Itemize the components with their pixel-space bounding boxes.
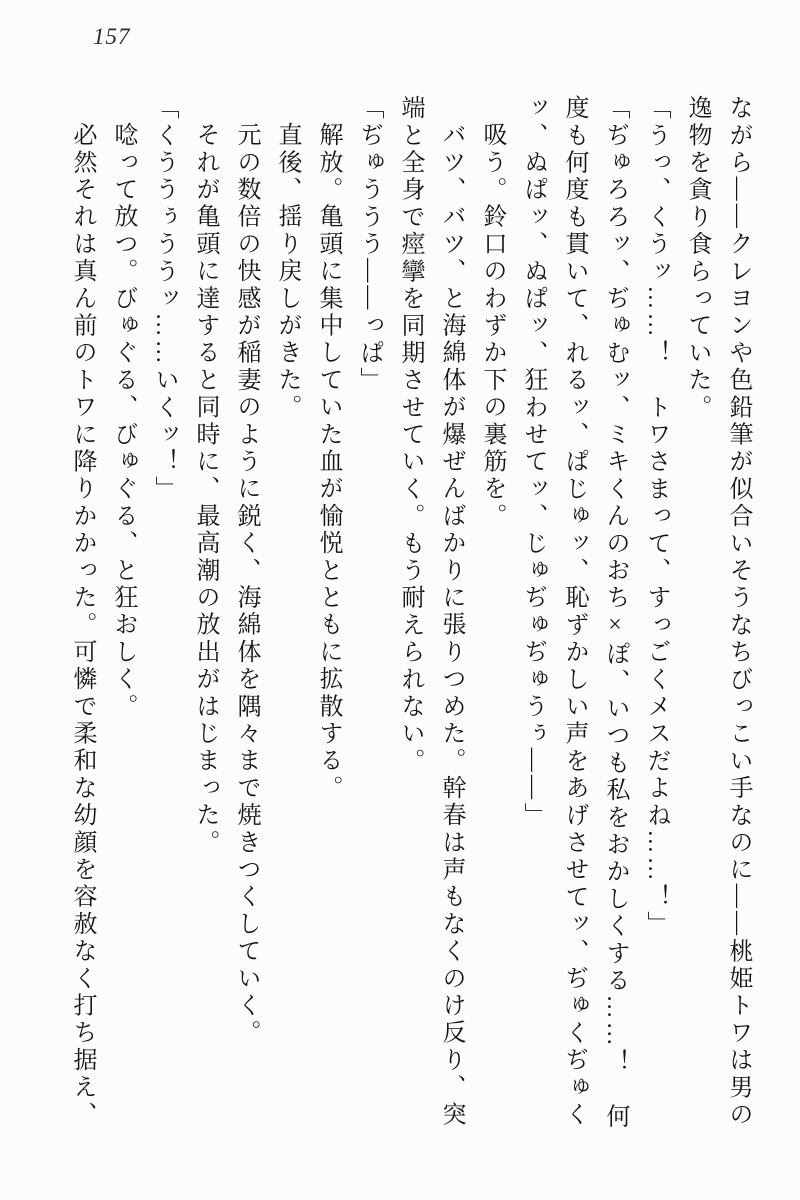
paragraph: 「ぢゅううう――っぱ」 [356, 95, 382, 395]
body-text [58, 95, 758, 1140]
paragraph: 必然それは真ん前のトワに降りかかった。可憐で柔和な幼顔を容赦なく打ち据え、 [69, 122, 95, 1129]
paragraph: それが亀頭に達すると同時に、最高潮の放出がはじまった。 [192, 122, 218, 857]
paragraph: 元の数倍の快感が稲妻のように鋭く、海綿体を隅々まで焼きつくしていく。 [233, 122, 259, 1047]
paragraph: 解放。亀頭に集中していた血が愉悦とともに拡散する。 [315, 122, 341, 802]
paragraph: 「うっ、くうッ……！ トワさまって、すっごくメスだよね……！」 [643, 95, 669, 939]
paragraph: 直後、揺り戻しがきた。 [274, 122, 300, 422]
paragraph: 吸う。鈴口のわずか下の裏筋を。 [479, 122, 505, 530]
paragraph: 唸って放つ。びゅぐる、びゅぐる、と狂おしく。 [110, 122, 136, 721]
paragraph: ながら――クレヨンや色鉛筆が似合いそうなちびっこい手なのに――桃姫トワは男の逸物を貪り食らっていた。 [684, 95, 751, 1129]
paragraph: 「ぢゅろろッ、ぢゅむッ、ミキくんのおち×ぽ、いつも私をおかしくする……！ 何度も何度も貫いて、れるッ、ぱじゅッ、恥ずかしい声をあげさせてッ、ぢゅくぢゅくッ、ぬぱッ、ぬぱッ、狂わせてッ、じゅぢゅぢゅうぅ――」 [520, 95, 628, 1131]
paragraph: 「くううぅううッ……いくッ！」 [151, 95, 177, 503]
paragraph: バツ、バツ、と海綿体が爆ぜんばかりに張りつめた。幹春は声もなくのけ反り、突端と全身で痙攣を同期させていく。もう耐えられない。 [397, 95, 464, 1129]
page-number: 157 [93, 24, 131, 49]
